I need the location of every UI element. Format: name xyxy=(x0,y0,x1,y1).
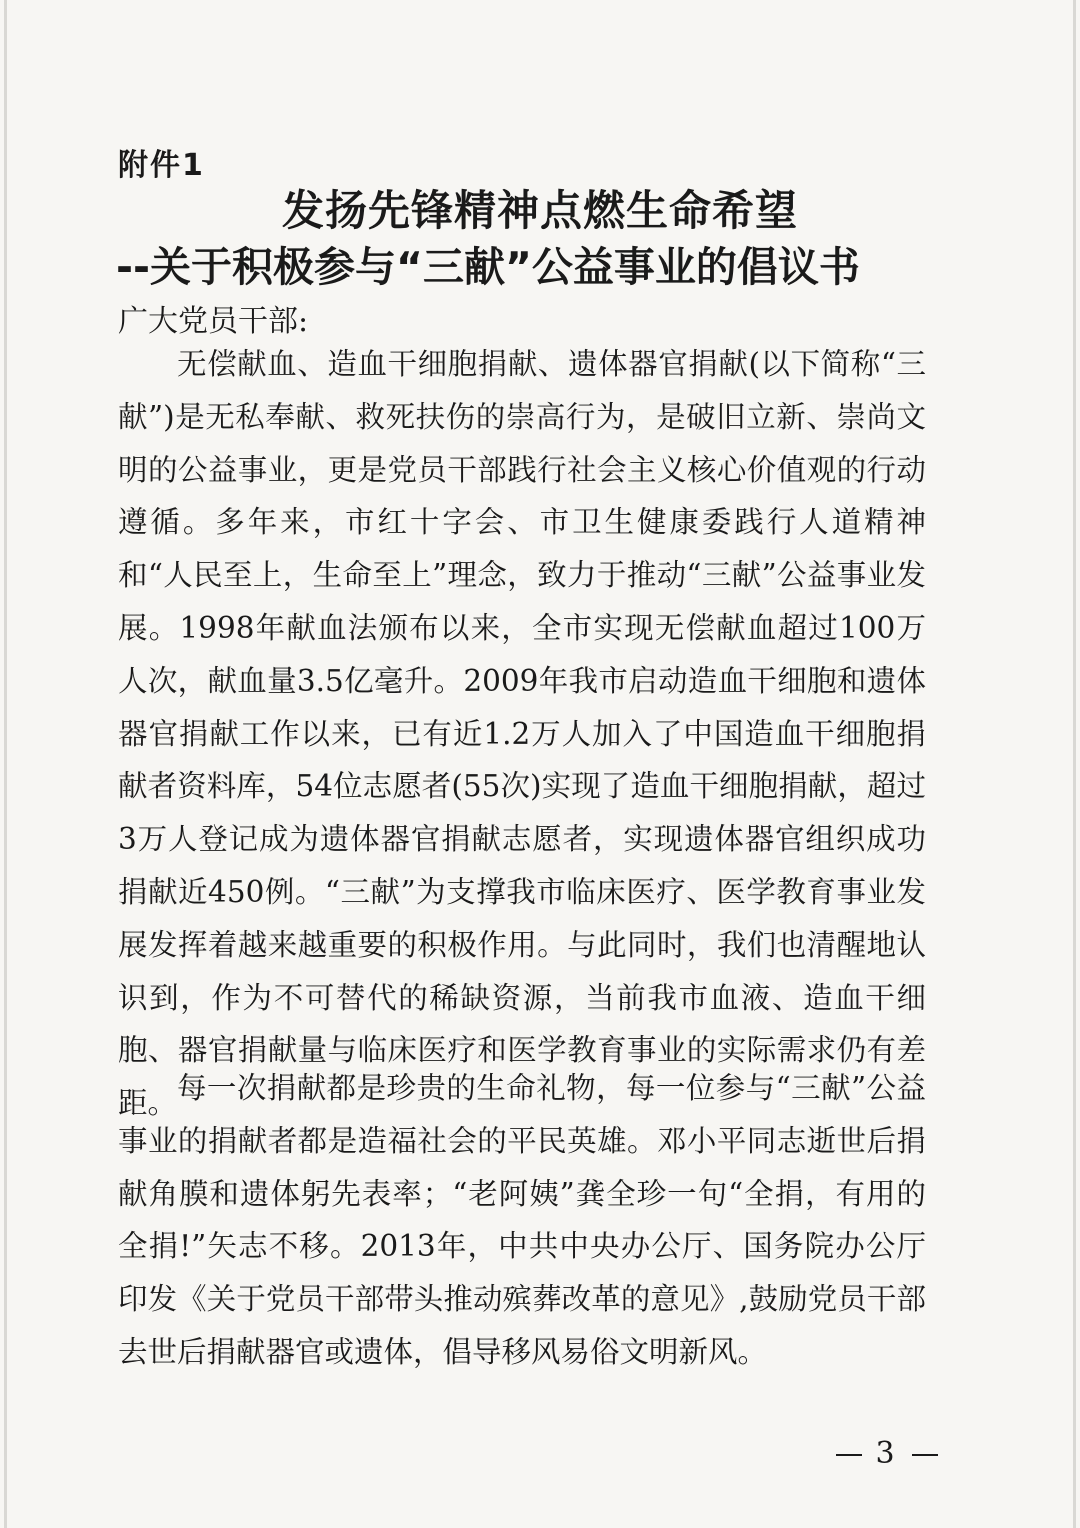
salutation: 广大党员干部: xyxy=(118,304,309,339)
page-number-right-dash xyxy=(912,1454,938,1456)
body-paragraph-1: 无偿献血、造血干细胞捐献、遗体器官捐献(以下简称“三献”)是无私奉献、救死扶伤的崇高行为，是破旧立新、崇尚文明的公益事业，更是党员干部践行社会主义核心价值观的行动遵循。多年来，市红十字会、市卫生健康委践行人道精神和“人民至上，生命至上”理念，致力于推动“三献”公益事业发展。1998年献血法颁布以来，全市实现无偿献血超过100万人次，献血量3.5亿毫升。2009年我市启动造血干细胞和遗体器官捐献工作以来，已有近1.2万人加入了中国造血干细胞捐献者资料库，54位志愿者(55次)实现了造血干细胞捐献，超过3万人登记成为遗体器官捐献志愿者，实现遗体器官组织成功捐献近450例。“三献”为支撑我市临床医疗、医学教育事业发展发挥着越来越重要的积极作用。与此同时，我们也清醒地认识到，作为不可替代的稀缺资源，当前我市血液、造血干细胞、器官捐献量与临床医疗和医学教育事业的实际需求仍有差距。 xyxy=(118,347,926,1121)
body-paragraph-2: 每一次捐献都是珍贵的生命礼物，每一位参与“三献”公益事业的捐献者都是造福社会的平民英雄。邓小平同志逝世后捐献角膜和遗体躬先表率；“老阿姨”龚全珍一句“全捐，有用的全捐!”矢志不移。2013年，中共中央办公厅、国务院办公厅印发《关于党员干部带头推动殡葬改革的意见》,鼓励党员干部去世后捐献器官或遗体，倡导移风易俗文明新风。 xyxy=(118,1071,926,1369)
attachment-label: 附件1 xyxy=(118,148,205,183)
document-subtitle: --关于积极参与“三献”公益事业的倡议书 xyxy=(116,243,860,291)
document-title: 发扬先锋精神点燃生命希望 xyxy=(281,186,798,235)
page-number-footer xyxy=(836,1436,938,1471)
page-number: 3 xyxy=(875,1436,899,1471)
page-number-left-dash xyxy=(836,1454,862,1456)
